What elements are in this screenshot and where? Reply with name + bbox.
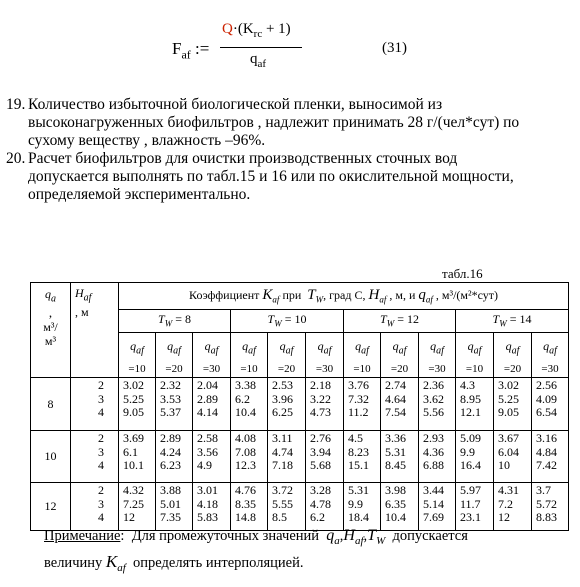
h-value: 3 xyxy=(98,496,104,511)
cell-value: 4.24 xyxy=(160,444,181,459)
table-caption: табл.16 xyxy=(442,266,483,281)
cell-value: 4.76 xyxy=(235,483,256,498)
cell-value: 3.98 xyxy=(385,483,406,498)
row-h-values xyxy=(71,431,119,483)
table-cell xyxy=(344,378,381,431)
table-cell xyxy=(231,483,268,531)
cell-value: 4.73 xyxy=(310,405,331,420)
cell-value: 2.53 xyxy=(272,378,293,393)
table-cell xyxy=(419,378,456,431)
cell-value: 9.05 xyxy=(123,405,144,420)
h-value: 4 xyxy=(98,510,104,525)
table-cell xyxy=(119,483,156,531)
table-cell xyxy=(156,483,193,531)
cell-value: 3.01 xyxy=(197,483,218,498)
cell-value: 4.74 xyxy=(272,444,293,459)
header-qaf-col: $q_{af}$ =20 xyxy=(268,333,306,378)
header-qaf-col: $q_{af}$ =30 xyxy=(306,333,344,378)
cell-value: 7.35 xyxy=(160,510,181,525)
cell-value: 3.02 xyxy=(498,378,519,393)
table-cell xyxy=(306,431,344,483)
cell-value: 14.8 xyxy=(235,510,256,525)
cell-value: 3.02 xyxy=(123,378,144,393)
cell-value: 5.25 xyxy=(498,391,519,406)
cell-value: 23.1 xyxy=(460,510,481,525)
row-q-value: 8 xyxy=(31,378,71,431)
header-qaf-col: $q_{af}$ =30 xyxy=(419,333,456,378)
cell-value: 6.2 xyxy=(310,510,325,525)
cell-value: 18.4 xyxy=(348,510,369,525)
table-cell xyxy=(156,431,193,483)
formula-lhs: $F_{af}$ := xyxy=(172,39,210,62)
item-line: определяемой экспериментально. xyxy=(28,186,251,203)
item-number: 20. xyxy=(6,150,26,167)
table-cell xyxy=(494,378,532,431)
cell-value: 9.9 xyxy=(348,496,363,511)
cell-value: 4.08 xyxy=(235,431,256,446)
h-value: 3 xyxy=(98,444,104,459)
cell-value: 8.95 xyxy=(460,391,481,406)
header-qaf-col: $q_{af}$ =10 xyxy=(344,333,381,378)
cell-value: 6.35 xyxy=(385,496,406,511)
header-tw-12: $T_W = 12$ xyxy=(344,310,456,333)
cell-value: 5.72 xyxy=(536,496,557,511)
header-tw-14: $T_W = 14$ xyxy=(456,310,569,333)
header-qaf-col: $q_{af}$ =20 xyxy=(381,333,419,378)
cell-value: 10.4 xyxy=(385,510,406,525)
table-cell xyxy=(419,483,456,531)
table-note: Примечание: Для промежуточных значений $q_a,H_{af},T_W$ допускается xyxy=(44,527,468,547)
table-cell xyxy=(268,378,306,431)
cell-value: 2.18 xyxy=(310,378,331,393)
table-cell xyxy=(532,431,569,483)
table-cell xyxy=(456,483,494,531)
cell-value: 4.31 xyxy=(498,483,519,498)
formula-31 xyxy=(150,18,410,80)
table-cell xyxy=(119,431,156,483)
header-qaf-col: $q_{af}$ =20 xyxy=(494,333,532,378)
cell-value: 3.94 xyxy=(310,444,331,459)
table-cell xyxy=(532,378,569,431)
cell-value: 4.36 xyxy=(423,444,444,459)
cell-value: 12.3 xyxy=(235,458,256,473)
item-line: Расчет биофильтров для очистки производственных сточных вод xyxy=(28,150,458,167)
formula-fraction-line xyxy=(220,47,302,48)
table-cell xyxy=(193,483,231,531)
h-value: 2 xyxy=(98,483,104,498)
item-line: допускается выполнять по табл.15 и 16 или по окислительной мощности, xyxy=(28,168,514,185)
cell-value: 3.67 xyxy=(498,431,519,446)
cell-value: 5.25 xyxy=(123,391,144,406)
table-cell xyxy=(268,483,306,531)
cell-value: 7.25 xyxy=(123,496,144,511)
header-qaf-col: $q_{af}$ =10 xyxy=(456,333,494,378)
h-value: 2 xyxy=(98,378,104,393)
cell-value: 2.36 xyxy=(423,378,444,393)
cell-value: 2.58 xyxy=(197,431,218,446)
cell-value: 3.96 xyxy=(272,391,293,406)
cell-value: 15.1 xyxy=(348,458,369,473)
cell-value: 12 xyxy=(123,510,135,525)
table-cell xyxy=(344,431,381,483)
cell-value: 3.72 xyxy=(272,483,293,498)
cell-value: 5.37 xyxy=(160,405,181,420)
table-cell xyxy=(193,378,231,431)
cell-value: 6.88 xyxy=(423,458,444,473)
cell-value: 7.54 xyxy=(385,405,406,420)
cell-value: 3.44 xyxy=(423,483,444,498)
row-q-value: 12 xyxy=(31,483,71,531)
cell-value: 12 xyxy=(498,510,510,525)
formula-number: (31) xyxy=(382,40,407,56)
cell-value: 3.36 xyxy=(385,431,406,446)
h-value: 3 xyxy=(98,391,104,406)
cell-value: 5.01 xyxy=(160,496,181,511)
cell-value: 5.56 xyxy=(423,405,444,420)
cell-value: 10.1 xyxy=(123,458,144,473)
table-row xyxy=(31,431,569,483)
table-cell xyxy=(156,378,193,431)
h-value: 4 xyxy=(98,458,104,473)
table-cell xyxy=(306,378,344,431)
table-cell xyxy=(344,483,381,531)
header-q: $q_a$ , м³/ м³ xyxy=(31,283,71,378)
cell-value: 7.69 xyxy=(423,510,444,525)
cell-value: 3.11 xyxy=(272,431,293,446)
cell-value: 4.9 xyxy=(197,458,212,473)
coefficient-table xyxy=(30,282,569,531)
cell-value: 10.4 xyxy=(235,405,256,420)
cell-value: 9.9 xyxy=(460,444,475,459)
table-cell xyxy=(231,378,268,431)
cell-value: 3.76 xyxy=(348,378,369,393)
table-cell xyxy=(119,378,156,431)
cell-value: 5.83 xyxy=(197,510,218,525)
table-cell xyxy=(306,483,344,531)
cell-value: 6.2 xyxy=(235,391,250,406)
header-koef: Коэффициент $K_{af}$ при $T_W$, град С, $H_{af}$ , м, и $q_{af}$ , м³/(м²*сут) xyxy=(119,283,569,310)
formula-denominator: $q_{af}$ xyxy=(250,51,267,70)
table-cell xyxy=(268,431,306,483)
cell-value: 5.14 xyxy=(423,496,444,511)
cell-value: 4.84 xyxy=(536,444,557,459)
table-cell xyxy=(456,431,494,483)
header-qaf-col: $q_{af}$ =20 xyxy=(156,333,193,378)
cell-value: 2.93 xyxy=(423,431,444,446)
item-line: сухому веществу , влажность –96%. xyxy=(28,132,266,149)
cell-value: 4.5 xyxy=(348,431,363,446)
table-cell xyxy=(456,378,494,431)
cell-value: 2.76 xyxy=(310,431,331,446)
cell-value: 6.04 xyxy=(498,444,519,459)
cell-value: 2.04 xyxy=(197,378,218,393)
cell-value: 5.09 xyxy=(460,431,481,446)
cell-value: 6.54 xyxy=(536,405,557,420)
cell-value: 5.31 xyxy=(348,483,369,498)
header-qaf-col: $q_{af}$ =30 xyxy=(193,333,231,378)
cell-value: 7.08 xyxy=(235,444,256,459)
table-cell xyxy=(231,431,268,483)
cell-value: 4.3 xyxy=(460,378,475,393)
table-cell xyxy=(381,483,419,531)
cell-value: 12.1 xyxy=(460,405,481,420)
table-cell xyxy=(494,483,532,531)
cell-value: 5.97 xyxy=(460,483,481,498)
cell-value: 4.64 xyxy=(385,391,406,406)
header-qaf-col: $q_{af}$ =10 xyxy=(119,333,156,378)
cell-value: 3.53 xyxy=(160,391,181,406)
cell-value: 2.89 xyxy=(160,431,181,446)
cell-value: 4.78 xyxy=(310,496,331,511)
cell-value: 2.89 xyxy=(197,391,218,406)
item-line: Количество избыточной биологической пленки, выносимой из xyxy=(28,96,443,113)
header-tw-10: $T_W = 10$ xyxy=(231,310,344,333)
cell-value: 5.55 xyxy=(272,496,293,511)
cell-value: 9.05 xyxy=(498,405,519,420)
formula-numerator: $Q\cdot(K_{rc} + 1)$ xyxy=(222,21,291,40)
cell-value: 2.32 xyxy=(160,378,181,393)
cell-value: 6.25 xyxy=(272,405,293,420)
cell-value: 7.2 xyxy=(498,496,513,511)
cell-value: 8.45 xyxy=(385,458,406,473)
cell-value: 6.23 xyxy=(160,458,181,473)
header-qaf-col: $q_{af}$ =10 xyxy=(231,333,268,378)
cell-value: 8.35 xyxy=(235,496,256,511)
table-note-line2: величину $K_{af}$ определять интерполяцией. xyxy=(44,552,304,574)
item-number: 19. xyxy=(6,96,26,113)
cell-value: 8.23 xyxy=(348,444,369,459)
cell-value: 8.5 xyxy=(272,510,287,525)
cell-value: 3.69 xyxy=(123,431,144,446)
row-q-value: 10 xyxy=(31,431,71,483)
cell-value: 11.7 xyxy=(460,496,481,511)
table-cell xyxy=(381,378,419,431)
row-h-values xyxy=(71,483,119,531)
cell-value: 7.42 xyxy=(536,458,557,473)
cell-value: 7.18 xyxy=(272,458,293,473)
header-h: $H_{af}$ , м xyxy=(71,283,119,378)
cell-value: 6.1 xyxy=(123,444,138,459)
cell-value: 2.74 xyxy=(385,378,406,393)
table-row xyxy=(31,483,569,531)
cell-value: 8.83 xyxy=(536,510,557,525)
cell-value: 11.2 xyxy=(348,405,369,420)
header-tw-8: $T_W = 8$ xyxy=(119,310,231,333)
cell-value: 3.56 xyxy=(197,444,218,459)
cell-value: 3.28 xyxy=(310,483,331,498)
table-cell xyxy=(532,483,569,531)
cell-value: 3.7 xyxy=(536,483,551,498)
table-cell xyxy=(494,431,532,483)
cell-value: 16.4 xyxy=(460,458,481,473)
cell-value: 3.22 xyxy=(310,391,331,406)
cell-value: 3.62 xyxy=(423,391,444,406)
h-value: 4 xyxy=(98,405,104,420)
cell-value: 5.68 xyxy=(310,458,331,473)
row-h-values xyxy=(71,378,119,431)
table-cell xyxy=(381,431,419,483)
h-value: 2 xyxy=(98,431,104,446)
table-cell xyxy=(193,431,231,483)
cell-value: 4.09 xyxy=(536,391,557,406)
cell-value: 4.32 xyxy=(123,483,144,498)
cell-value: 4.14 xyxy=(197,405,218,420)
header-qaf-col: $q_{af}$ =30 xyxy=(532,333,569,378)
cell-value: 10 xyxy=(498,458,510,473)
cell-value: 2.56 xyxy=(536,378,557,393)
cell-value: 3.16 xyxy=(536,431,557,446)
cell-value: 7.32 xyxy=(348,391,369,406)
item-line: высоконагруженных биофильтров , надлежит принимать 28 г/(чел*сут) по xyxy=(28,114,520,131)
cell-value: 4.18 xyxy=(197,496,218,511)
cell-value: 5.31 xyxy=(385,444,406,459)
table-cell xyxy=(419,431,456,483)
table-row xyxy=(31,378,569,431)
cell-value: 3.38 xyxy=(235,378,256,393)
cell-value: 3.88 xyxy=(160,483,181,498)
